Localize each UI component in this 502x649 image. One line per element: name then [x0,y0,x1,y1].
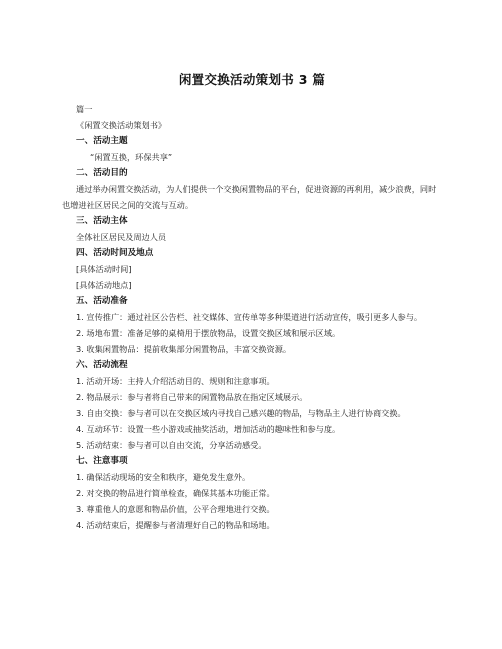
document-subtitle: 《闲置交换活动策划书》 [76,120,167,130]
notes-item: 2. 对交换的物品进行简单检查，确保其基本功能正常。 [76,488,275,498]
purpose-paragraph: 通过举办闲置交换活动，为人们提供一个交换闲置物品的平台，促进资源的再利用，减少浪费，同时也增进社区居民之间的交流与互动。 [62,184,437,210]
preparation-item: 2. 场地布置：准备足够的桌椅用于摆放物品，设置交换区域和展示区域。 [76,328,341,338]
theme-text: “闲置互换，环保共享” [90,152,173,162]
section-heading-theme: 一、活动主题 [76,136,128,146]
notes-item: 1. 确保活动现场的安全和秩序，避免发生意外。 [76,472,251,482]
process-item: 3. 自由交换：参与者可以在交换区域内寻找自己感兴趣的物品，与物品主人进行协商交换。 [76,408,406,418]
preparation-item: 1. 宣传推广：通过社区公告栏、社交媒体、宣传单等多种渠道进行活动宣传，吸引更多人参与。 [76,312,423,322]
process-item: 1. 活动开场：主持人介绍活动目的、规则和注意事项。 [76,376,275,386]
process-item: 4. 互动环节：设置一些小游戏或抽奖活动，增加活动的趣味性和参与度。 [76,424,341,434]
participants-text: 全体社区居民及周边人员 [76,232,167,242]
notes-item: 4. 活动结束后，提醒参与者清理好自己的物品和场地。 [76,520,275,530]
process-item: 2. 物品展示：参与者将自己带来的闲置物品放在指定区域展示。 [76,392,308,402]
document-title: 闲置交换活动策划书 3 篇 [178,72,326,87]
section-heading-process: 六、活动流程 [76,360,128,370]
section-label: 篇一 [76,104,93,114]
preparation-item: 3. 收集闲置物品：提前收集部分闲置物品，丰富交换资源。 [76,344,292,354]
section-heading-purpose: 二、活动目的 [76,168,128,178]
section-heading-participants: 三、活动主体 [76,216,128,226]
time-placeholder: [具体活动时间] [76,264,132,274]
process-item: 5. 活动结束：参与者可以自由交流，分享活动感受。 [76,440,267,450]
section-heading-time-place: 四、活动时间及地点 [76,248,154,258]
section-heading-notes: 七、注意事项 [76,456,128,466]
notes-item: 3. 尊重他人的意愿和物品价值，公平合理地进行交换。 [76,504,275,514]
place-placeholder: [具体活动地点] [76,280,132,290]
section-heading-preparation: 五、活动准备 [76,296,128,306]
